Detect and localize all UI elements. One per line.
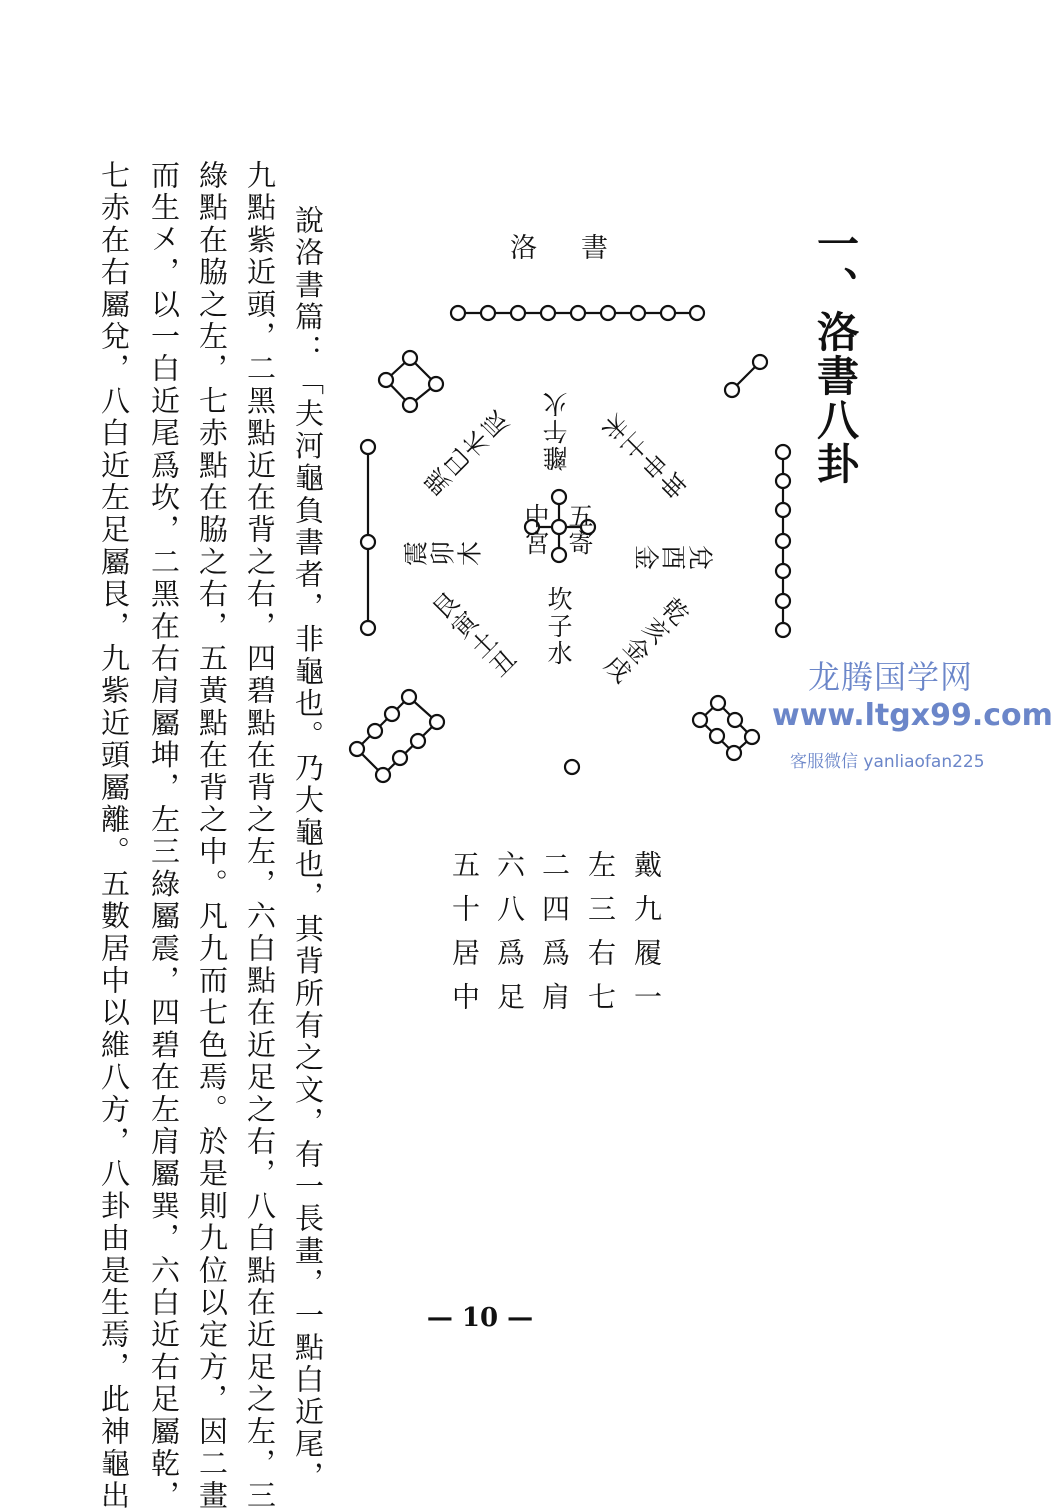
page-number: — 10 —	[426, 1303, 534, 1333]
label-center-a: 中宮	[521, 503, 550, 557]
watermark-name: 龙腾国学网	[808, 658, 974, 696]
verse-line-3: 二四爲肩	[538, 850, 571, 1026]
body-column-1: 說洛書篇：「夫河龜負書者，非龜也。乃大龜也，其背所有之文，有一長畫，一點白近尾，	[291, 205, 325, 1493]
section-title: 一、洛書八卦	[811, 222, 860, 486]
nine-dots-top	[451, 306, 704, 320]
one-dot-bottom	[565, 760, 579, 774]
seven-dots-right	[776, 445, 790, 637]
watermark-contact: 客服微信 yanliaofan225	[790, 752, 985, 772]
label-kun: 坤申土未	[596, 405, 694, 503]
watermark-url: www.ltgx99.com	[772, 698, 1053, 733]
body-column-4: 而生㐅，以一白近尾爲坎，二黑在右肩屬坤，左三綠屬震，四碧在左肩屬巽，六白近右足屬乾，	[147, 160, 181, 1512]
six-dots-bottomright	[693, 696, 759, 760]
body-column-2: 九點紫近頭，二黑點近在背之右，四碧點在背之左，六白點在近足之右，八白點在近足之左，三	[243, 160, 277, 1512]
verse-line-1: 戴九履一	[630, 850, 663, 1026]
diagram-title: 洛書	[510, 233, 652, 264]
verse-line-4: 六八爲足	[493, 850, 526, 1026]
body-column-3: 綠點在脇之左，七赤點在脇之右，五黃點在背之中。凡九而七色焉。於是則九位以定方，因二畫	[195, 160, 229, 1512]
body-column-5: 七赤在右屬兌，八白近左足屬艮，九紫近頭屬離。五數居中以維八方，八卦由是生焉，此神龜出	[97, 160, 131, 1512]
label-qian: 乾亥金戌	[596, 590, 694, 688]
label-center-b: 五寄	[565, 503, 594, 557]
verse-line-2: 左三右七	[584, 850, 617, 1026]
eight-dots-bottomleft	[350, 690, 444, 782]
label-dui: 兌酉金	[632, 541, 714, 571]
label-kan: 坎子水	[544, 586, 573, 667]
verse-line-5: 五十居中	[448, 850, 481, 1026]
two-dots-topright	[725, 355, 767, 397]
label-li: 離午火	[542, 390, 571, 471]
four-dots-topleft	[379, 351, 443, 412]
label-gen: 艮寅土丑	[424, 587, 522, 685]
three-dots-left	[361, 440, 375, 635]
label-xun: 巽巳木辰	[419, 405, 517, 503]
label-zhen: 震卯木	[402, 540, 484, 570]
